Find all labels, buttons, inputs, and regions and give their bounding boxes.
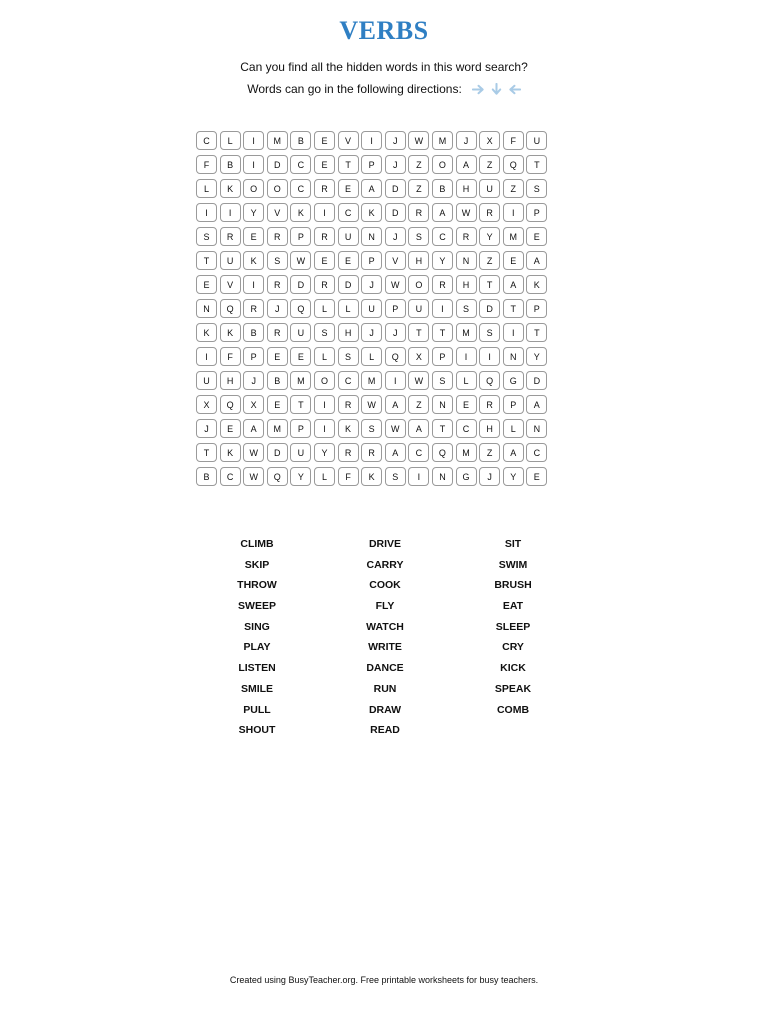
grid-row <box>196 322 580 346</box>
grid-cell: N <box>432 467 453 486</box>
grid-cell: S <box>361 419 382 438</box>
grid-cell: Z <box>479 443 500 462</box>
grid-cell: W <box>243 443 264 462</box>
word-item: DANCE <box>366 662 404 675</box>
grid-cell: R <box>314 275 335 294</box>
grid-cell: Z <box>408 155 429 174</box>
grid-cell: U <box>338 227 359 246</box>
grid-cell: R <box>267 275 288 294</box>
directions-label: Words can go in the following directions: <box>247 82 462 96</box>
word-item: DRIVE <box>368 538 402 550</box>
grid-cell: R <box>338 443 359 462</box>
grid-cell: X <box>243 395 264 414</box>
grid-cell: S <box>314 323 335 342</box>
grid-cell: I <box>314 419 335 438</box>
grid-cell: R <box>432 275 453 294</box>
grid-cell: J <box>479 467 500 486</box>
grid-cell: S <box>456 299 477 318</box>
grid-cell: Z <box>479 251 500 270</box>
grid-cell: M <box>503 227 524 246</box>
grid-cell: J <box>385 323 406 342</box>
grid-cell: S <box>338 347 359 366</box>
grid-cell: O <box>408 275 429 294</box>
grid-cell: K <box>220 323 241 342</box>
grid-row <box>196 418 580 442</box>
grid-cell: E <box>314 155 335 174</box>
grid-cell: K <box>290 203 311 222</box>
grid-cell: E <box>456 395 477 414</box>
grid-cell: R <box>220 227 241 246</box>
grid-cell: A <box>432 203 453 222</box>
grid-cell: L <box>196 179 217 198</box>
grid-cell: H <box>408 251 429 270</box>
grid-cell: D <box>385 179 406 198</box>
word-item: SMILE <box>240 682 274 695</box>
word-item: PLAY <box>243 641 271 654</box>
grid-cell: K <box>196 323 217 342</box>
grid-cell: O <box>267 179 288 198</box>
grid-cell: Y <box>479 227 500 246</box>
word-item: CLIMB <box>240 538 274 550</box>
grid-cell: E <box>196 275 217 294</box>
grid-cell: I <box>479 347 500 366</box>
grid-cell: E <box>503 251 524 270</box>
grid-cell: U <box>290 443 311 462</box>
word-item: SPEAK <box>494 682 532 695</box>
grid-cell: Y <box>432 251 453 270</box>
grid-cell: K <box>243 251 264 270</box>
grid-cell: L <box>220 131 241 150</box>
word-search-grid <box>196 130 580 490</box>
grid-cell: X <box>479 131 500 150</box>
grid-cell: A <box>526 251 547 270</box>
grid-cell: A <box>408 419 429 438</box>
grid-cell: S <box>196 227 217 246</box>
grid-cell: I <box>196 203 217 222</box>
right-arrow-icon <box>472 83 485 96</box>
grid-row <box>196 202 580 226</box>
word-item: KICK <box>500 662 526 675</box>
grid-cell: E <box>243 227 264 246</box>
grid-cell: K <box>361 467 382 486</box>
grid-cell: C <box>408 443 429 462</box>
grid-cell: E <box>267 395 288 414</box>
grid-cell: M <box>290 371 311 390</box>
grid-cell: B <box>243 323 264 342</box>
grid-cell: R <box>314 227 335 246</box>
grid-cell: D <box>526 371 547 390</box>
grid-cell: T <box>196 251 217 270</box>
word-item: LISTEN <box>238 662 276 675</box>
grid-row <box>196 442 580 466</box>
grid-cell: P <box>526 299 547 318</box>
grid-cell: J <box>267 299 288 318</box>
grid-cell: I <box>196 347 217 366</box>
grid-cell: W <box>408 131 429 150</box>
grid-row <box>196 394 580 418</box>
grid-cell: N <box>432 395 453 414</box>
grid-cell: J <box>456 131 477 150</box>
grid-cell: J <box>361 323 382 342</box>
grid-cell: Q <box>479 371 500 390</box>
word-item: CARRY <box>366 558 404 571</box>
grid-cell: Q <box>432 443 453 462</box>
grid-cell: I <box>314 395 335 414</box>
grid-cell: L <box>314 299 335 318</box>
grid-cell: P <box>503 395 524 414</box>
word-item: FLY <box>375 600 395 613</box>
grid-cell: P <box>526 203 547 222</box>
grid-cell: K <box>220 179 241 198</box>
grid-cell: N <box>196 299 217 318</box>
grid-cell: J <box>385 131 406 150</box>
grid-cell: E <box>290 347 311 366</box>
grid-cell: I <box>408 467 429 486</box>
grid-cell: W <box>456 203 477 222</box>
word-item: DRAW <box>368 703 402 716</box>
grid-cell: I <box>361 131 382 150</box>
grid-cell: Z <box>408 395 429 414</box>
word-item: WRITE <box>368 641 402 654</box>
grid-cell: X <box>408 347 429 366</box>
grid-cell: X <box>196 395 217 414</box>
grid-cell: O <box>314 371 335 390</box>
grid-cell: U <box>196 371 217 390</box>
grid-cell: I <box>503 203 524 222</box>
grid-cell: P <box>361 155 382 174</box>
grid-cell: R <box>479 395 500 414</box>
grid-cell: R <box>456 227 477 246</box>
grid-row <box>196 466 580 490</box>
grid-cell: R <box>338 395 359 414</box>
grid-cell: T <box>432 323 453 342</box>
grid-cell: C <box>290 155 311 174</box>
grid-cell: U <box>361 299 382 318</box>
grid-cell: H <box>456 275 477 294</box>
grid-cell: C <box>220 467 241 486</box>
grid-cell: M <box>432 131 453 150</box>
grid-cell: S <box>432 371 453 390</box>
grid-cell: U <box>290 323 311 342</box>
direction-arrows <box>472 83 521 96</box>
grid-cell: I <box>220 203 241 222</box>
grid-cell: R <box>361 443 382 462</box>
grid-cell: R <box>243 299 264 318</box>
grid-cell: W <box>385 275 406 294</box>
grid-cell: P <box>243 347 264 366</box>
grid-cell: T <box>338 155 359 174</box>
grid-cell: V <box>385 251 406 270</box>
grid-cell: R <box>479 203 500 222</box>
grid-cell: V <box>267 203 288 222</box>
grid-cell: E <box>267 347 288 366</box>
word-item: BRUSH <box>494 579 532 592</box>
word-item: PULL <box>243 703 271 716</box>
grid-cell: L <box>338 299 359 318</box>
grid-cell: Y <box>314 443 335 462</box>
word-item: SING <box>244 620 270 633</box>
grid-cell: A <box>503 443 524 462</box>
grid-cell: M <box>267 419 288 438</box>
grid-cell: U <box>220 251 241 270</box>
grid-cell: P <box>290 227 311 246</box>
grid-cell: A <box>361 179 382 198</box>
grid-cell: A <box>385 395 406 414</box>
grid-cell: D <box>267 443 288 462</box>
grid-cell: K <box>361 203 382 222</box>
word-item: SWEEP <box>238 600 276 613</box>
word-item: THROW <box>237 579 277 592</box>
word-item: SHOUT <box>238 724 276 737</box>
grid-cell: C <box>338 203 359 222</box>
grid-cell: M <box>456 323 477 342</box>
grid-cell: P <box>361 251 382 270</box>
grid-cell: U <box>479 179 500 198</box>
grid-cell: Z <box>408 179 429 198</box>
grid-cell: R <box>408 203 429 222</box>
grid-cell: I <box>503 323 524 342</box>
grid-cell: F <box>196 155 217 174</box>
grid-cell: J <box>385 227 406 246</box>
grid-cell: T <box>526 323 547 342</box>
grid-cell: N <box>526 419 547 438</box>
grid-cell: S <box>408 227 429 246</box>
grid-cell: E <box>526 227 547 246</box>
word-item: EAT <box>502 600 524 613</box>
grid-cell: B <box>196 467 217 486</box>
grid-cell: B <box>290 131 311 150</box>
grid-cell: Z <box>503 179 524 198</box>
grid-cell: Q <box>290 299 311 318</box>
grid-row <box>196 250 580 274</box>
grid-row <box>196 346 580 370</box>
word-column <box>193 535 321 742</box>
grid-cell: Y <box>290 467 311 486</box>
grid-cell: E <box>314 131 335 150</box>
grid-cell: G <box>456 467 477 486</box>
grid-cell: E <box>338 251 359 270</box>
grid-row <box>196 274 580 298</box>
grid-cell: A <box>503 275 524 294</box>
grid-cell: W <box>408 371 429 390</box>
grid-cell: L <box>314 347 335 366</box>
word-item: SKIP <box>244 558 270 571</box>
grid-cell: D <box>479 299 500 318</box>
grid-cell: H <box>338 323 359 342</box>
page-title: VERBS <box>339 16 429 45</box>
instructions-text: Can you find all the hidden words in this word search? <box>240 60 528 74</box>
grid-cell: Q <box>385 347 406 366</box>
grid-cell: C <box>290 179 311 198</box>
grid-cell: T <box>290 395 311 414</box>
grid-cell: V <box>220 275 241 294</box>
grid-row <box>196 370 580 394</box>
word-item: COOK <box>369 579 401 592</box>
grid-cell: Y <box>243 203 264 222</box>
grid-cell: A <box>243 419 264 438</box>
grid-cell: Y <box>526 347 547 366</box>
grid-cell: R <box>267 227 288 246</box>
grid-cell: L <box>361 347 382 366</box>
grid-cell: K <box>338 419 359 438</box>
grid-cell: N <box>361 227 382 246</box>
grid-cell: A <box>456 155 477 174</box>
grid-cell: T <box>408 323 429 342</box>
grid-cell: C <box>526 443 547 462</box>
grid-cell: B <box>220 155 241 174</box>
grid-cell: O <box>243 179 264 198</box>
grid-cell: H <box>479 419 500 438</box>
grid-cell: S <box>479 323 500 342</box>
grid-cell: Z <box>479 155 500 174</box>
word-item: READ <box>370 724 400 737</box>
grid-row <box>196 154 580 178</box>
footer-credit: Created using BusyTeacher.org. Free printable worksheets for busy teachers. <box>229 975 539 985</box>
word-item: WATCH <box>366 620 404 633</box>
grid-cell: Q <box>267 467 288 486</box>
grid-cell: B <box>432 179 453 198</box>
down-arrow-icon <box>490 83 503 96</box>
grid-cell: K <box>220 443 241 462</box>
grid-row <box>196 226 580 250</box>
grid-cell: E <box>338 179 359 198</box>
word-item: SIT <box>504 538 522 550</box>
grid-cell: G <box>503 371 524 390</box>
grid-cell: I <box>456 347 477 366</box>
grid-cell: F <box>503 131 524 150</box>
grid-cell: D <box>290 275 311 294</box>
grid-cell: C <box>432 227 453 246</box>
grid-cell: I <box>243 131 264 150</box>
left-arrow-icon <box>508 83 521 96</box>
grid-cell: F <box>220 347 241 366</box>
grid-cell: V <box>338 131 359 150</box>
word-list <box>193 535 577 742</box>
grid-cell: D <box>338 275 359 294</box>
grid-cell: T <box>503 299 524 318</box>
grid-cell: A <box>385 443 406 462</box>
grid-cell: U <box>408 299 429 318</box>
grid-cell: I <box>243 275 264 294</box>
grid-cell: J <box>243 371 264 390</box>
grid-row <box>196 130 580 154</box>
grid-cell: C <box>196 131 217 150</box>
grid-cell: T <box>196 443 217 462</box>
grid-cell: P <box>290 419 311 438</box>
grid-cell: W <box>361 395 382 414</box>
grid-cell: N <box>456 251 477 270</box>
grid-cell: L <box>314 467 335 486</box>
grid-cell: J <box>196 419 217 438</box>
grid-cell: J <box>385 155 406 174</box>
grid-cell: P <box>432 347 453 366</box>
grid-cell: D <box>385 203 406 222</box>
grid-cell: B <box>267 371 288 390</box>
grid-cell: R <box>267 323 288 342</box>
grid-cell: I <box>432 299 453 318</box>
grid-cell: A <box>526 395 547 414</box>
grid-cell: C <box>338 371 359 390</box>
grid-cell: W <box>290 251 311 270</box>
grid-cell: H <box>220 371 241 390</box>
grid-cell: N <box>503 347 524 366</box>
grid-cell: M <box>267 131 288 150</box>
grid-cell: T <box>432 419 453 438</box>
word-column <box>321 535 449 742</box>
grid-cell: W <box>243 467 264 486</box>
grid-cell: T <box>526 155 547 174</box>
grid-cell: C <box>456 419 477 438</box>
grid-cell: S <box>526 179 547 198</box>
word-item: SWIM <box>498 558 528 571</box>
grid-cell: F <box>338 467 359 486</box>
grid-row <box>196 298 580 322</box>
word-item: COMB <box>496 703 530 716</box>
grid-cell: Q <box>220 299 241 318</box>
word-item: CRY <box>502 641 524 654</box>
grid-cell: P <box>385 299 406 318</box>
grid-cell: Q <box>220 395 241 414</box>
grid-cell: I <box>243 155 264 174</box>
grid-cell: Y <box>503 467 524 486</box>
grid-cell: E <box>220 419 241 438</box>
word-item: RUN <box>373 682 397 695</box>
grid-cell: M <box>456 443 477 462</box>
grid-row <box>196 178 580 202</box>
grid-cell: L <box>503 419 524 438</box>
grid-cell: U <box>526 131 547 150</box>
grid-cell: I <box>385 371 406 390</box>
word-item: SLEEP <box>495 620 531 633</box>
grid-cell: W <box>385 419 406 438</box>
grid-cell: J <box>361 275 382 294</box>
grid-cell: Q <box>503 155 524 174</box>
grid-cell: R <box>314 179 335 198</box>
grid-cell: E <box>314 251 335 270</box>
grid-cell: S <box>385 467 406 486</box>
grid-cell: K <box>526 275 547 294</box>
directions-line <box>0 80 768 98</box>
word-column <box>449 535 577 742</box>
grid-cell: O <box>432 155 453 174</box>
grid-cell: L <box>456 371 477 390</box>
grid-cell: S <box>267 251 288 270</box>
grid-cell: E <box>526 467 547 486</box>
grid-cell: T <box>479 275 500 294</box>
grid-cell: M <box>361 371 382 390</box>
grid-cell: D <box>267 155 288 174</box>
grid-cell: H <box>456 179 477 198</box>
grid-cell: I <box>314 203 335 222</box>
